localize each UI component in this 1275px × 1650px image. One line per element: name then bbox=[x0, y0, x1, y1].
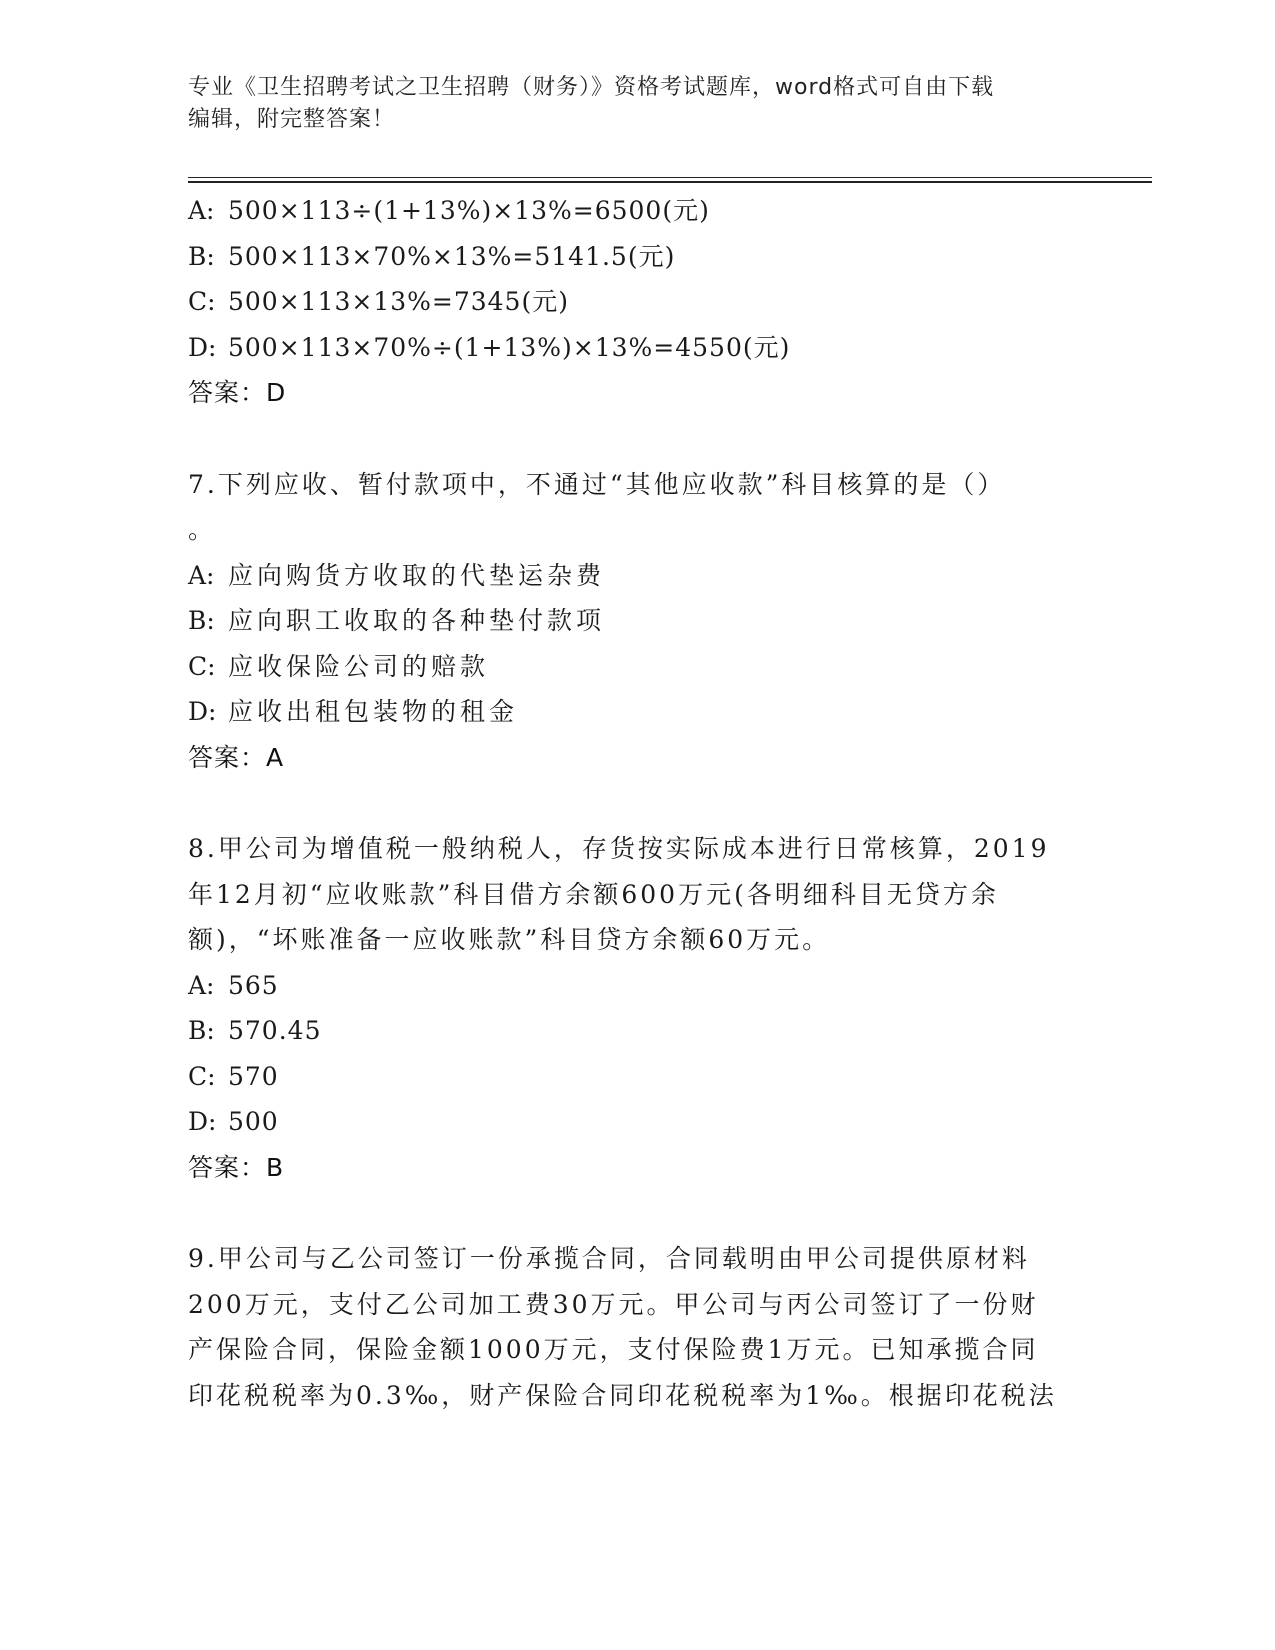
stem-line: 8.甲公司为增值税一般纳税人，存货按实际成本进行日常核算，2019 bbox=[188, 834, 1050, 863]
option-b bbox=[188, 1008, 1088, 1054]
option-key: A: bbox=[188, 196, 215, 225]
option-key: A: bbox=[188, 560, 215, 590]
header-divider-thin bbox=[188, 177, 1152, 178]
option-text: 500×113×70%÷(1+13%)×13%=4550(元) bbox=[228, 332, 791, 362]
spacer bbox=[188, 780, 1088, 826]
stem-line: 200万元，支付乙公司加工费30万元。甲公司与丙公司签订了一份财 bbox=[188, 1289, 1039, 1319]
question-stem bbox=[188, 826, 1088, 963]
option-c bbox=[188, 644, 1088, 690]
option-key: B: bbox=[188, 241, 215, 271]
option-a bbox=[188, 188, 1088, 234]
stem-line: 年12月初“应收账款”科目借方余额600万元(各明细科目无贷方余 bbox=[188, 879, 999, 909]
stem-line: 印花税税率为0.3‰，财产保险合同印花税税率为1‰。根据印花税法 bbox=[188, 1380, 1057, 1410]
option-key: D: bbox=[188, 697, 217, 726]
option-b bbox=[188, 598, 1088, 644]
option-text: 500×113÷(1+13%)×13%=6500(元) bbox=[228, 196, 710, 225]
page-header bbox=[188, 72, 1068, 136]
spacer bbox=[188, 1190, 1088, 1236]
header-line-1: 专业《卫生招聘考试之卫生招聘（财务）》资格考试题库，word格式可自由下载 bbox=[188, 75, 995, 100]
option-text: 500×113×13%=7345(元) bbox=[228, 287, 569, 316]
option-key: C: bbox=[188, 1061, 216, 1091]
option-text: 应收出租包装物的租金 bbox=[228, 697, 519, 726]
option-key: A: bbox=[188, 970, 215, 1000]
option-text: 570 bbox=[228, 1061, 279, 1091]
question-8 bbox=[188, 826, 1088, 1190]
option-text: 应收保险公司的赔款 bbox=[228, 651, 490, 681]
option-key: C: bbox=[188, 287, 216, 316]
option-text: 500×113×70%×13%=5141.5(元) bbox=[228, 241, 676, 271]
answer-line: 答案：D bbox=[188, 378, 287, 407]
stem-line: 9.甲公司与乙公司签订一份承揽合同，合同载明由甲公司提供原材料 bbox=[188, 1244, 1030, 1273]
option-a bbox=[188, 553, 1088, 599]
option-c bbox=[188, 279, 1088, 325]
option-key: D: bbox=[188, 1107, 217, 1136]
stem-line: 。 bbox=[188, 515, 217, 544]
header-line-2: 编辑，附完整答案！ bbox=[188, 107, 396, 132]
answer-line: 答案：B bbox=[188, 1152, 285, 1182]
option-b bbox=[188, 234, 1088, 280]
question-7 bbox=[188, 462, 1088, 781]
stem-line: 7.下列应收、暂付款项中，不通过“其他应收款”科目核算的是（） bbox=[188, 469, 1006, 499]
option-text: 应向职工收取的各种垫付款项 bbox=[228, 606, 606, 635]
header-divider-thick bbox=[188, 181, 1152, 183]
option-key: B: bbox=[188, 606, 215, 635]
spacer bbox=[188, 416, 1088, 462]
question-6-options bbox=[188, 188, 1088, 416]
option-text: 500 bbox=[228, 1107, 279, 1136]
question-stem bbox=[188, 462, 1088, 553]
option-key: B: bbox=[188, 1016, 215, 1045]
option-d bbox=[188, 689, 1088, 735]
question-9 bbox=[188, 1236, 1088, 1418]
option-d bbox=[188, 325, 1088, 371]
answer-line: 答案：A bbox=[188, 742, 285, 772]
option-text: 应向购货方收取的代垫运杂费 bbox=[228, 560, 606, 590]
option-c bbox=[188, 1054, 1088, 1100]
option-a bbox=[188, 963, 1088, 1009]
option-text: 565 bbox=[228, 970, 279, 1000]
option-key: C: bbox=[188, 651, 216, 681]
question-stem bbox=[188, 1236, 1088, 1418]
option-key: D: bbox=[188, 332, 217, 362]
stem-line: 额)，“坏账准备一应收账款”科目贷方余额60万元。 bbox=[188, 925, 831, 954]
option-text: 570.45 bbox=[228, 1016, 322, 1045]
stem-line: 产保险合同，保险金额1000万元，支付保险费1万元。已知承揽合同 bbox=[188, 1335, 1039, 1364]
option-d bbox=[188, 1099, 1088, 1145]
question-content bbox=[188, 188, 1088, 1418]
